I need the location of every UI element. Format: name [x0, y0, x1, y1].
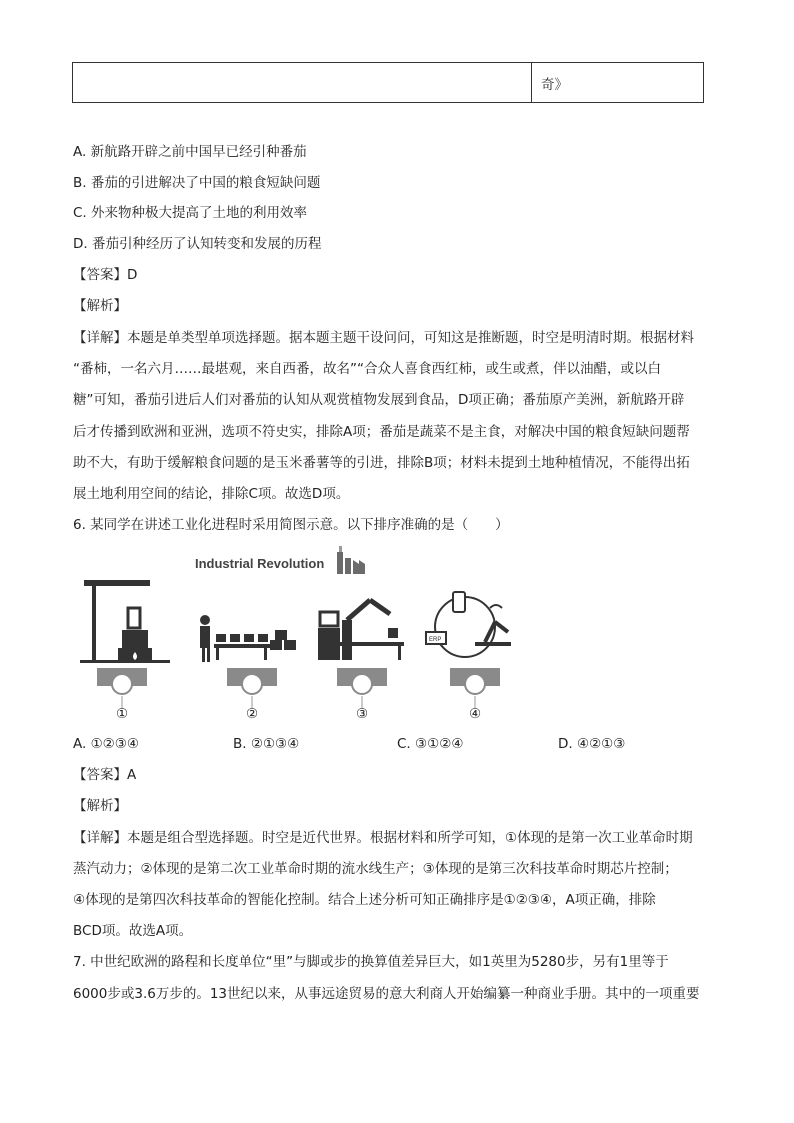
figure-label-1: ① [116, 706, 129, 722]
q6-detail-line-3: ④体现的是第四次科技革命的智能化控制。结合上述分析可知正确排序是①②③④，A项正确，排除 [73, 892, 656, 908]
q5-detail-line-6: 展土地利用空间的结论，排除C项。故选D项。 [73, 486, 350, 502]
q5-option-b: B. 番茄的引进解决了中国的粮食短缺问题 [73, 175, 321, 191]
q6-detail-line-4: BCD项。故选A项。 [73, 923, 193, 939]
q6-option-d: D. ④②①③ [558, 736, 626, 752]
q5-detail-line-2: “番柿，一名六月……最堪观，来自西番，故名”“合众人喜食西红柿，或生或煮，伴以油醋，或以白 [73, 361, 661, 377]
table-fragment [72, 62, 704, 103]
q6-option-c: C. ③①②④ [397, 736, 464, 752]
q6-detail-line-2: 蒸汽动力；②体现的是第二次工业革命时期的流水线生产；③体现的是第三次科技革命时期芯片控制； [73, 861, 678, 877]
q6-option-b: B. ②①③④ [233, 736, 300, 752]
q5-detail-line-4: 后才传播到欧洲和亚洲，选项不符史实，排除A项；番茄是蔬菜不是主食，对解决中国的粮食短缺问题帮 [73, 424, 690, 440]
q5-option-c: C. 外来物种极大提高了土地的利用效率 [73, 205, 308, 221]
q5-option-d: D. 番茄引种经历了认知转变和发展的历程 [73, 236, 322, 252]
q5-analysis-label: 【解析】 [73, 298, 127, 314]
q6-analysis-label: 【解析】 [73, 798, 127, 814]
q6-option-a: A. ①②③④ [73, 736, 139, 752]
smart-control-icon [426, 592, 511, 657]
steam-engine-icon [80, 580, 170, 663]
q5-option-a: A. 新航路开辟之前中国早已经引种番茄 [73, 144, 307, 160]
assembly-line-icon [200, 615, 296, 662]
q6-stem: 6. 某同学在讲述工业化进程时采用简图示意。以下排序准确的是（ ） [73, 517, 509, 533]
q7-line-2: 6000步或3.6万步的。13世纪以来，从事远途贸易的意大利商人开始编纂一种商业手册。其中的一项重要 [73, 986, 700, 1002]
q5-detail-line-1: 【详解】本题是单类型单项选择题。据本题主题干设问问，可知这是推断题，时空是明清时期。根据材料 [73, 330, 694, 346]
q5-detail-line-5: 助不大，有助于缓解粮食问题的是玉米番薯等的引进，排除B项；材料未提到土地种植情况，不能得出拓 [73, 455, 690, 471]
q6-detail-line-1: 【详解】本题是组合型选择题。时空是近代世界。根据材料和所学可知，①体现的是第一次工业革命时期 [73, 830, 693, 846]
figure-title: Industrial Revolution [195, 556, 325, 571]
robot-arm-icon [318, 600, 404, 660]
table-cell-right: 奇》 [541, 77, 568, 93]
figure-label-2: ② [246, 706, 259, 722]
q7-line-1: 7. 中世纪欧洲的路程和长度单位“里”与脚或步的换算值差异巨大，如1英里为5280步，另有1里等于 [73, 954, 669, 970]
q6-answer: 【答案】A [73, 767, 137, 783]
q5-detail-line-3: 糖”可知，番茄引进后人们对番茄的认知从观赏植物发展到食品，D项正确；番茄原产美洲，新航路开辟 [73, 392, 685, 408]
figure-label-4: ④ [469, 706, 482, 722]
figure-label-3: ③ [356, 706, 369, 722]
industrial-revolution-figure [70, 572, 530, 722]
erp-label: ERP [429, 637, 442, 643]
q5-answer: 【答案】D [73, 267, 138, 283]
table-divider [531, 63, 532, 102]
